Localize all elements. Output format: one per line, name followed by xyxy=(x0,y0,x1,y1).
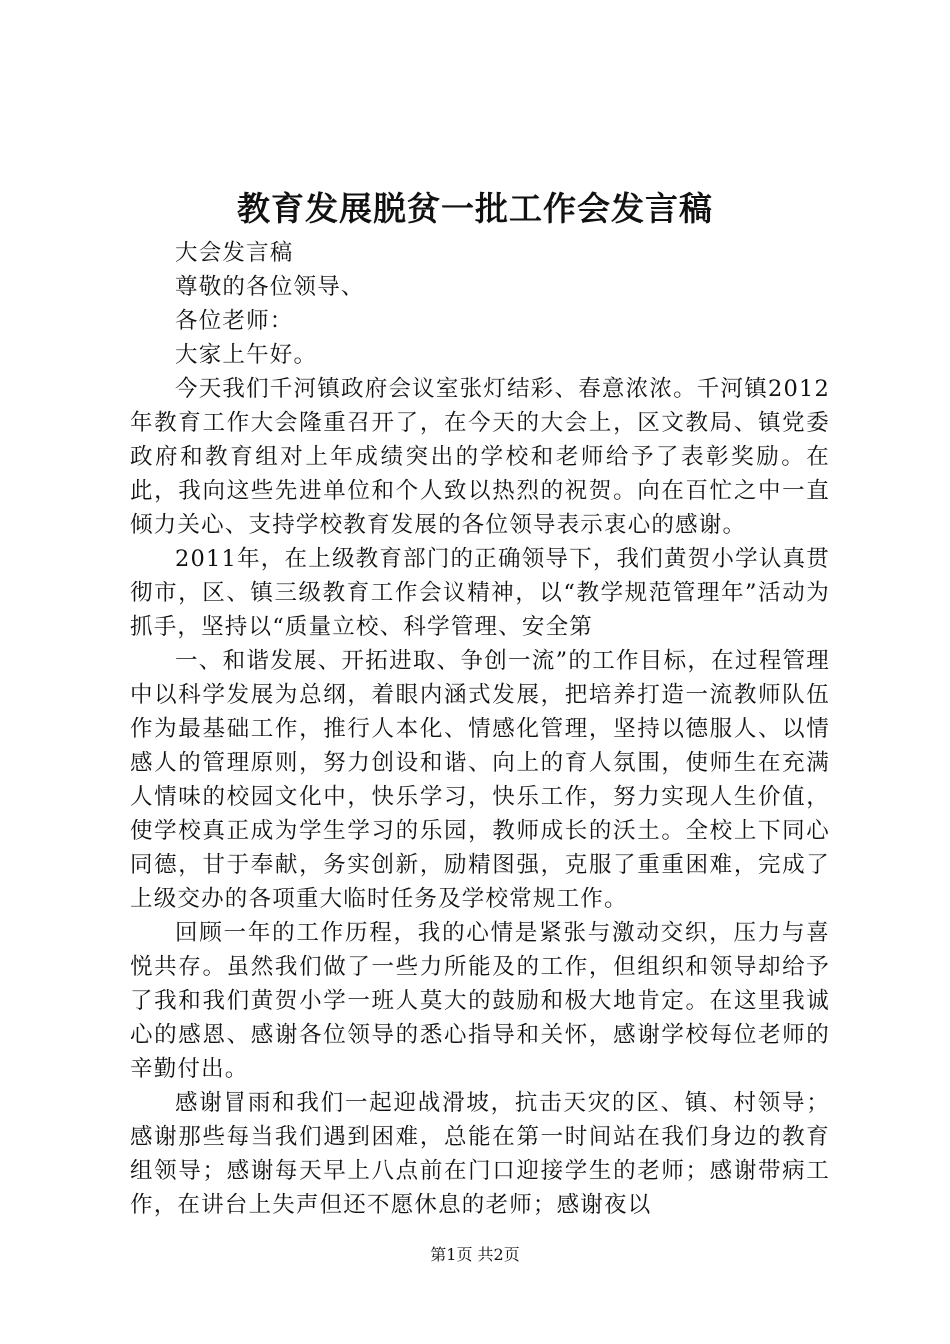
paragraph: 一、和谐发展、开拓进取、争创一流”的工作目标，在过程管理中以科学发展为总纲，着眼内涵式发展，把培养打造一流教师队伍作为最基础工作，推行人本化、情感化管理，坚持以德服人、以情感人的管理原则，努力创设和谐、向上的育人氛围，使师生在充满人情味的校园文化中，快乐学习，快乐工作，努力实现人生价值，使学校真正成为学生学习的乐园，教师成长的沃土。全校上下同心同德，甘于奉献，务实创新，励精图强，克服了重重困难，完成了上级交办的各项重大临时任务及学校常规工作。 xyxy=(130,648,830,912)
paragraph: 回顾一年的工作历程，我的心情是紧张与激动交织，压力与喜悦共存。虽然我们做了一些力所能及的工作，但组织和领导却给予了我和我们黄贺小学一班人莫大的鼓励和极大地肯定。在这里我诚心的感恩、感谢各位领导的悉心指导和关怀，感谢学校每位老师的辛勤付出。 xyxy=(130,920,830,1082)
paragraph-salutation-teachers: 各位老师： xyxy=(175,308,294,334)
paragraph-salutation-leaders: 尊敬的各位领导、 xyxy=(175,274,365,300)
document-title: 教育发展脱贫一批工作会发言稿 xyxy=(237,189,713,228)
paragraph-heading: 大会发言稿 xyxy=(175,240,294,266)
paragraph-greeting: 大家上午好。 xyxy=(175,342,318,368)
paragraph: 今天我们千河镇政府会议室张灯结彩、春意浓浓。千河镇2012年教育工作大会隆重召开了，在今天的大会上，区文教局、镇党委政府和教育组对上年成绩突出的学校和老师给予了表彰奖励。在此，我向这些先进单位和个人致以热烈的祝贺。向在百忙之中一直倾力关心、支持学校教育发展的各位领导表示衷心的感谢。 xyxy=(130,376,830,538)
document-body xyxy=(130,236,830,1222)
paragraph: 2011年，在上级教育部门的正确领导下，我们黄贺小学认真贯彻市，区、镇三级教育工作会议精神，以“教学规范管理年”活动为抓手，坚持以“质量立校、科学管理、安全第 xyxy=(130,546,830,640)
page-number-footer: 第1页 共2页 xyxy=(430,1245,520,1264)
paragraph: 感谢冒雨和我们一起迎战滑坡，抗击天灾的区、镇、村领导；感谢那些每当我们遇到困难，总能在第一时间站在我们身边的教育组领导；感谢每天早上八点前在门口迎接学生的老师；感谢带病工作，在讲台上失声但还不愿休息的老师；感谢夜以 xyxy=(130,1090,830,1218)
